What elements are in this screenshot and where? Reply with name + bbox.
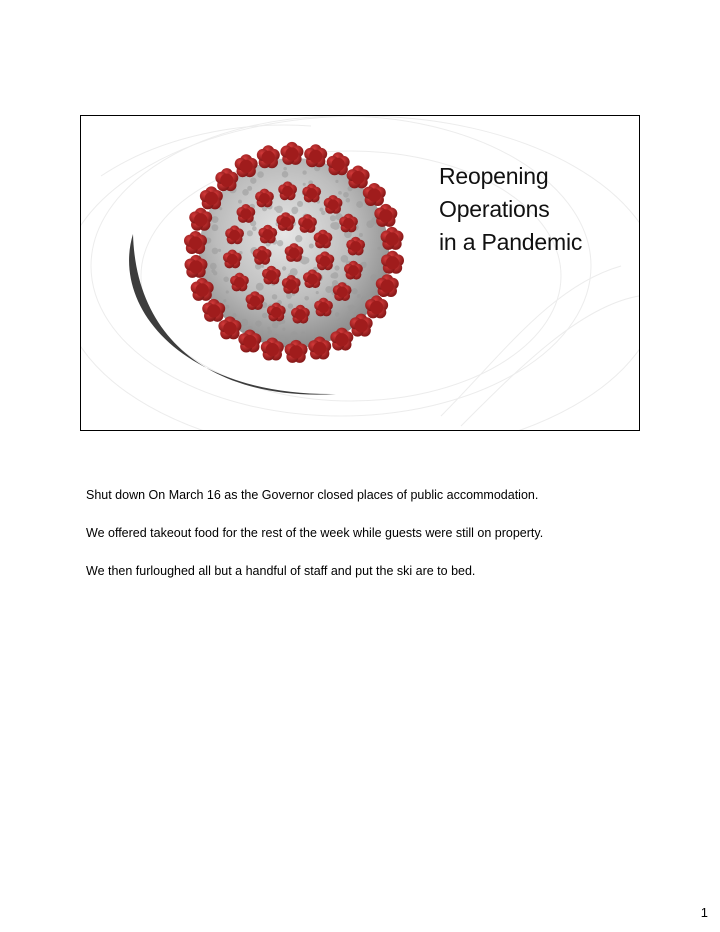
page-number: 1 bbox=[700, 905, 708, 920]
note-paragraph-3: We then furloughed all but a handful of staff and put the ski are to bed. bbox=[86, 564, 476, 578]
speaker-notes bbox=[86, 487, 686, 601]
slide-title-line-3: in a Pandemic bbox=[439, 229, 583, 255]
slide-thumbnail bbox=[80, 115, 640, 431]
slide-title bbox=[439, 160, 582, 259]
note-paragraph-2: We offered takeout food for the rest of the week while guests were still on property. bbox=[86, 526, 544, 540]
slide-title-line-2: Operations bbox=[439, 196, 550, 222]
note-paragraph-1: Shut down On March 16 as the Governor closed places of public accommodation. bbox=[86, 488, 539, 502]
slide-title-line-1: Reopening bbox=[439, 163, 549, 189]
